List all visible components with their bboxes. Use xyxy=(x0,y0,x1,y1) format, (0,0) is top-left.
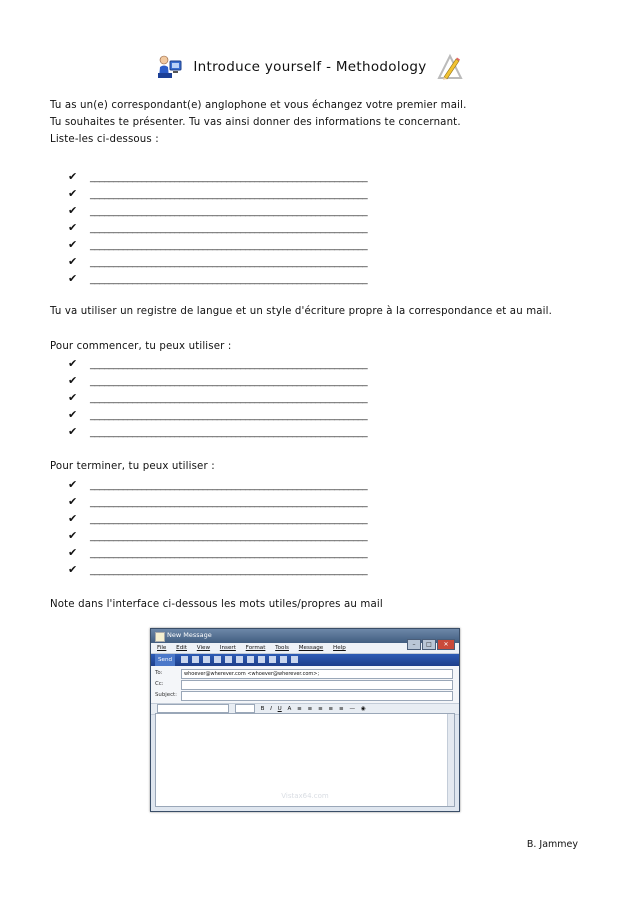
intro-line: Liste-les ci-dessous : xyxy=(50,134,159,145)
bold-icon[interactable]: B xyxy=(260,706,265,712)
list-item xyxy=(68,202,367,219)
attach-icon[interactable] xyxy=(247,656,254,663)
blank-line[interactable]: ___________________________________________________________ xyxy=(90,206,368,217)
subject-field[interactable] xyxy=(181,691,453,701)
menu-file[interactable]: File xyxy=(157,645,167,651)
checkmark-icon: ✔ xyxy=(68,563,78,576)
numbering-icon[interactable]: ≡ xyxy=(297,706,302,712)
checkmark-icon: ✔ xyxy=(68,272,78,285)
checkmark-icon: ✔ xyxy=(68,546,78,559)
cc-label[interactable]: Cc: xyxy=(155,681,164,687)
offline-icon[interactable] xyxy=(291,656,298,663)
list-item xyxy=(68,168,367,185)
blank-line[interactable]: ___________________________________________________________ xyxy=(90,531,368,542)
note-text: Note dans l'interface ci-dessous les mots utiles/propres au mail xyxy=(50,599,383,610)
title-row xyxy=(0,53,620,83)
align-left-icon[interactable]: ≡ xyxy=(318,706,323,712)
list-item xyxy=(68,423,367,440)
bullets-icon[interactable]: ≡ xyxy=(307,706,313,712)
sign-icon[interactable] xyxy=(269,656,276,663)
blank-line[interactable]: ___________________________________________________________ xyxy=(90,274,368,285)
checkmark-icon: ✔ xyxy=(68,408,78,421)
cut-icon[interactable] xyxy=(181,656,188,663)
menu-insert[interactable]: Insert xyxy=(219,645,236,651)
list-item xyxy=(68,510,367,527)
undo-icon[interactable] xyxy=(214,656,221,663)
check-names-icon[interactable] xyxy=(225,656,232,663)
list-item xyxy=(68,527,367,544)
checkmark-icon: ✔ xyxy=(68,187,78,200)
start-heading xyxy=(50,338,231,355)
checkmark-icon: ✔ xyxy=(68,255,78,268)
list-item xyxy=(68,253,367,270)
blank-line[interactable]: ___________________________________________________________ xyxy=(90,565,368,576)
copy-icon[interactable] xyxy=(192,656,199,663)
list-item xyxy=(68,493,367,510)
blank-line[interactable]: ___________________________________________________________ xyxy=(90,514,368,525)
cc-field[interactable] xyxy=(181,680,453,690)
checkmark-icon: ✔ xyxy=(68,374,78,387)
priority-icon[interactable] xyxy=(258,656,265,663)
to-field[interactable]: whoever@wherever.com <whoever@wherever.com>; xyxy=(181,669,453,679)
intro-paragraph xyxy=(50,97,466,148)
list-item xyxy=(68,355,367,372)
menu-format[interactable]: Format xyxy=(245,645,266,651)
list-item xyxy=(68,561,367,578)
register-paragraph xyxy=(50,303,552,320)
list-item xyxy=(68,236,367,253)
blank-line[interactable]: ___________________________________________________________ xyxy=(90,410,368,421)
mail-window-screenshot xyxy=(150,628,460,812)
to-label[interactable]: To: xyxy=(155,670,163,676)
blank-line[interactable]: ___________________________________________________________ xyxy=(90,548,368,559)
note-heading xyxy=(50,596,383,613)
blank-line[interactable]: ___________________________________________________________ xyxy=(90,427,368,438)
blank-line[interactable]: ___________________________________________________________ xyxy=(90,376,368,387)
horizontal-line-icon[interactable]: — xyxy=(349,706,356,712)
encrypt-icon[interactable] xyxy=(280,656,287,663)
hyperlink-icon[interactable]: ◉ xyxy=(360,706,366,712)
spelling-icon[interactable] xyxy=(236,656,243,663)
person-computer-icon xyxy=(156,53,184,81)
list-item xyxy=(68,372,367,389)
list-item xyxy=(68,219,367,236)
subject-label: Subject: xyxy=(155,692,177,698)
menu-view[interactable]: View xyxy=(196,645,211,651)
blank-line[interactable]: ___________________________________________________________ xyxy=(90,393,368,404)
checkmark-icon: ✔ xyxy=(68,495,78,508)
list-item xyxy=(68,406,367,423)
message-body[interactable] xyxy=(155,713,455,807)
align-center-icon[interactable]: ≡ xyxy=(328,706,334,712)
end-list xyxy=(68,476,367,578)
list-item xyxy=(68,389,367,406)
list-item xyxy=(68,270,367,287)
checkmark-icon: ✔ xyxy=(68,478,78,491)
blank-line[interactable]: ___________________________________________________________ xyxy=(90,480,368,491)
watermark-text: Vistax64.com xyxy=(281,792,329,800)
menu-help[interactable]: Help xyxy=(333,645,346,651)
blank-line[interactable]: ___________________________________________________________ xyxy=(90,240,368,251)
blank-line[interactable]: ___________________________________________________________ xyxy=(90,359,368,370)
font-select[interactable] xyxy=(157,704,229,713)
checkmark-icon: ✔ xyxy=(68,170,78,183)
blank-line[interactable]: ___________________________________________________________ xyxy=(90,497,368,508)
end-label: Pour terminer, tu peux utiliser : xyxy=(50,461,215,472)
info-list xyxy=(68,168,367,287)
paste-icon[interactable] xyxy=(203,656,210,663)
blank-line[interactable]: ___________________________________________________________ xyxy=(90,223,368,234)
font-color-icon[interactable]: A xyxy=(287,706,292,712)
close-icon[interactable]: ✕ xyxy=(437,639,455,650)
menu-message[interactable]: Message xyxy=(298,645,324,651)
checkmark-icon: ✔ xyxy=(68,391,78,404)
mail-window-title: New Message xyxy=(167,631,212,639)
intro-line: Tu as un(e) correspondant(e) anglophone et vous échangez votre premier mail. xyxy=(50,100,467,111)
align-right-icon[interactable]: ≡ xyxy=(339,706,344,712)
list-item xyxy=(68,544,367,561)
menu-edit[interactable]: Edit xyxy=(176,645,187,651)
pencil-ruler-icon xyxy=(436,53,464,81)
checkmark-icon: ✔ xyxy=(68,204,78,217)
mail-toolbar xyxy=(151,654,459,666)
mail-header-fields xyxy=(151,666,459,703)
subject-row xyxy=(155,690,453,701)
page-title: Introduce yourself - Methodology xyxy=(193,59,427,75)
register-text: Tu va utiliser un registre de langue et un style d'écriture propre à la correspondance et au mail. xyxy=(50,306,553,317)
send-button[interactable]: Send xyxy=(155,654,175,666)
mail-app-icon xyxy=(155,632,165,642)
end-heading xyxy=(50,458,215,475)
checkmark-icon: ✔ xyxy=(68,238,78,251)
to-row xyxy=(155,668,453,679)
checkmark-icon: ✔ xyxy=(68,529,78,542)
author-credit: B. Jammey xyxy=(526,839,578,850)
start-label: Pour commencer, tu peux utiliser : xyxy=(50,341,232,352)
intro-line: Tu souhaites te présenter. Tu vas ainsi donner des informations te concernant. xyxy=(50,117,461,128)
checkmark-icon: ✔ xyxy=(68,425,78,438)
blank-line[interactable]: ___________________________________________________________ xyxy=(90,257,368,268)
start-list xyxy=(68,355,367,440)
underline-icon[interactable]: U xyxy=(277,706,282,712)
window-controls xyxy=(406,631,455,650)
blank-line[interactable]: ___________________________________________________________ xyxy=(90,172,368,183)
cc-row xyxy=(155,679,453,690)
list-item xyxy=(68,476,367,493)
maximize-icon[interactable]: □ xyxy=(422,639,436,650)
menu-tools[interactable]: Tools xyxy=(275,645,289,651)
checkmark-icon: ✔ xyxy=(68,357,78,370)
checkmark-icon: ✔ xyxy=(68,221,78,234)
minimize-icon[interactable]: – xyxy=(407,639,421,650)
checkmark-icon: ✔ xyxy=(68,512,78,525)
blank-line[interactable]: ___________________________________________________________ xyxy=(90,189,368,200)
italic-icon[interactable]: I xyxy=(270,706,272,712)
list-item xyxy=(68,185,367,202)
font-size-select[interactable] xyxy=(235,704,255,713)
